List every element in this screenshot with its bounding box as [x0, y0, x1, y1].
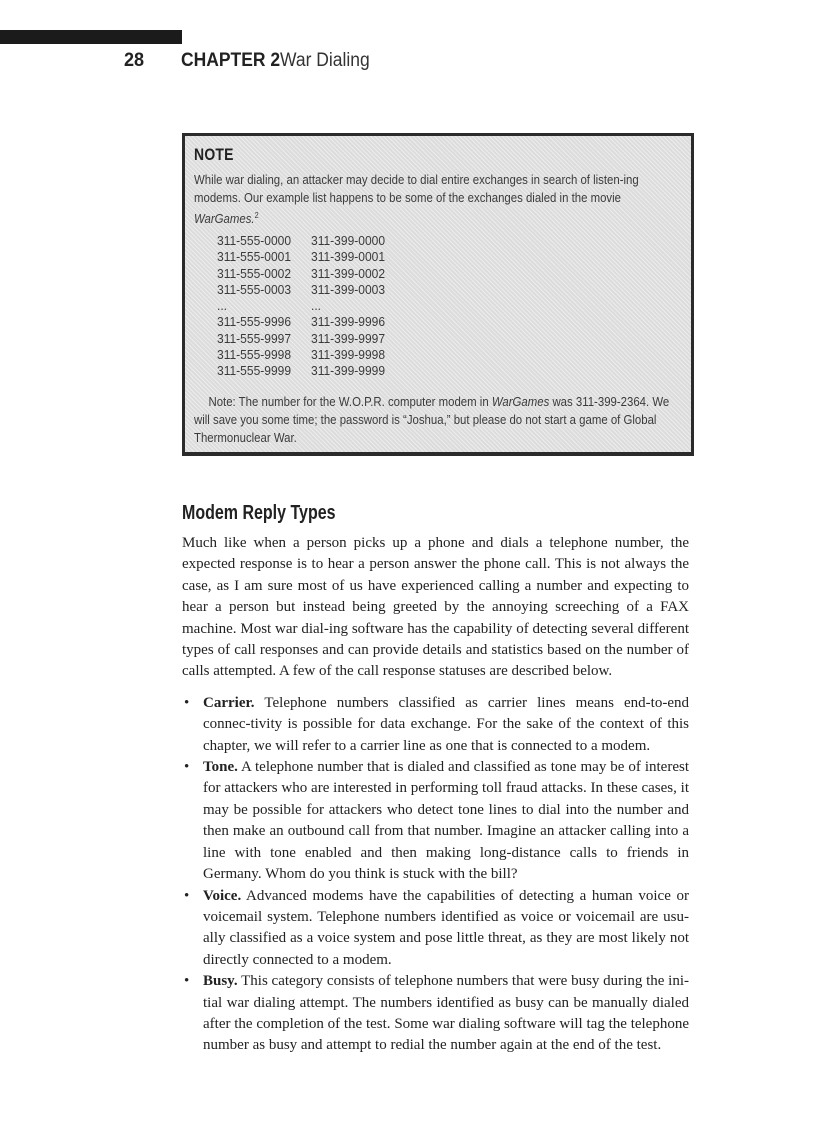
exchange-555-number: 311-555-0000 — [217, 233, 292, 248]
list-item-term: Tone. — [203, 759, 238, 776]
intro-paragraph: Much like when a person picks up a phone and dials a telephone number, the expected response is to hear a person answer the phone call. This is not always the case, as I am sure most of us have experienced calling a number and expecting to hear a person but instead being greeted by the annoying screeching of a FAX machine. Most war dial-ing software has the capability of detecting several different types of call responses and can provide details and statistics based on the number of calls attempted. A few of the call response statuses are described below. — [182, 535, 689, 680]
exchange-399-number: 311-399-0001 — [311, 249, 386, 265]
exchange-555-number: 311-555-9997 — [217, 330, 292, 346]
chapter-title: War Dialing — [280, 50, 370, 71]
chapter-label: CHAPTER 2 — [181, 50, 281, 71]
note-box — [182, 133, 694, 456]
note-footer-movie: WarGames — [491, 395, 550, 409]
section-heading: Modem Reply Types — [182, 502, 336, 524]
note-footer — [194, 393, 683, 447]
exchange-399-number: 311-399-0000 — [311, 233, 386, 248]
number-row — [217, 282, 405, 298]
number-list — [217, 233, 405, 380]
exchange-555-number: 311-555-9999 — [217, 363, 292, 379]
bullet-icon: • — [184, 759, 190, 776]
exchange-399-number: ... — [311, 298, 322, 314]
list-item-text: This category consists of telephone numbers that were busy during the ini-tial war dialing attempt. The numbers identified as busy can be manually dialed after the completion of the test. Some war dialing software will tag the telephone number as busy and attempt to redial the number again at the end of the test. — [203, 973, 690, 1054]
exchange-555-number: 311-555-9996 — [217, 314, 292, 330]
number-row — [217, 363, 405, 379]
list-item — [182, 886, 689, 972]
exchange-399-number: 311-399-0002 — [311, 265, 386, 281]
number-row — [217, 266, 405, 282]
number-row — [217, 331, 405, 347]
list-item — [182, 693, 689, 757]
exchange-555-number: 311-555-0003 — [217, 281, 292, 297]
list-item-term: Busy. — [203, 973, 238, 990]
exchange-555-number: 311-555-0002 — [217, 265, 292, 281]
page-number: 28 — [124, 50, 145, 71]
number-row — [217, 314, 405, 330]
footnote-marker: 2 — [254, 211, 259, 220]
note-intro-movie: WarGames. — [194, 212, 255, 227]
number-row — [217, 347, 405, 363]
header-bar — [0, 30, 182, 44]
number-row — [217, 233, 405, 249]
note-footer-a: Note: The number for the W.O.P.R. computer modem in — [208, 395, 489, 409]
note-intro — [194, 171, 683, 228]
bullet-icon: • — [184, 694, 190, 711]
list-item — [182, 757, 689, 885]
note-title: NOTE — [194, 145, 234, 164]
exchange-399-number: 311-399-9998 — [311, 347, 386, 363]
exchange-399-number: 311-399-9999 — [311, 363, 386, 379]
bullet-icon: • — [184, 973, 190, 990]
note-footer-b: was 311-399-2364. We will save you some time; the password is “Joshua,” but please do not start a game of Global Thermonuclear War. — [194, 395, 670, 445]
number-row — [217, 249, 405, 265]
exchange-399-number: 311-399-0003 — [311, 281, 386, 297]
body-text — [182, 533, 689, 1057]
list-item — [182, 971, 689, 1057]
exchange-555-number: 311-555-9998 — [217, 347, 292, 363]
list-item-text: Telephone numbers classified as carrier lines means end-to-end connec-tivity is possible for data exchange. For the sake of the context of this chapter, we will refer to a carrier line as one that is connected to a modem. — [203, 694, 689, 754]
list-item-term: Voice. — [203, 887, 242, 904]
exchange-555-number: ... — [217, 298, 228, 314]
note-intro-text: While war dialing, an attacker may decide to dial entire exchanges in search of listen-ing modems. Our example list happens to be some of the exchanges dialed in the movie — [194, 173, 639, 205]
response-types-list — [182, 693, 689, 1057]
exchange-399-number: 311-399-9996 — [311, 314, 386, 330]
list-item-text: A telephone number that is dialed and classified as tone may be of interest for attackers who are interested in performing toll fraud attacks. In these cases, it may be possible for attackers who detect tone lines to dial into the number and then make an outbound call from that number. Imagine an attacker calling into a line with tone enabled and then making long-distance calls to friends in Germany. Whom do you think is stuck with the bill? — [203, 759, 689, 883]
number-row — [217, 298, 405, 314]
bullet-icon: • — [184, 887, 190, 904]
list-item-text: Advanced modems have the capabilities of detecting a human voice or voicemail system. Telephone numbers identified as voice or voicemail are usu-ally classified as a voice system and pose little threat, as they are most likely not directly connected to a modem. — [203, 887, 689, 968]
exchange-555-number: 311-555-0001 — [217, 249, 292, 265]
exchange-399-number: 311-399-9997 — [311, 330, 386, 346]
list-item-term: Carrier. — [203, 694, 255, 711]
